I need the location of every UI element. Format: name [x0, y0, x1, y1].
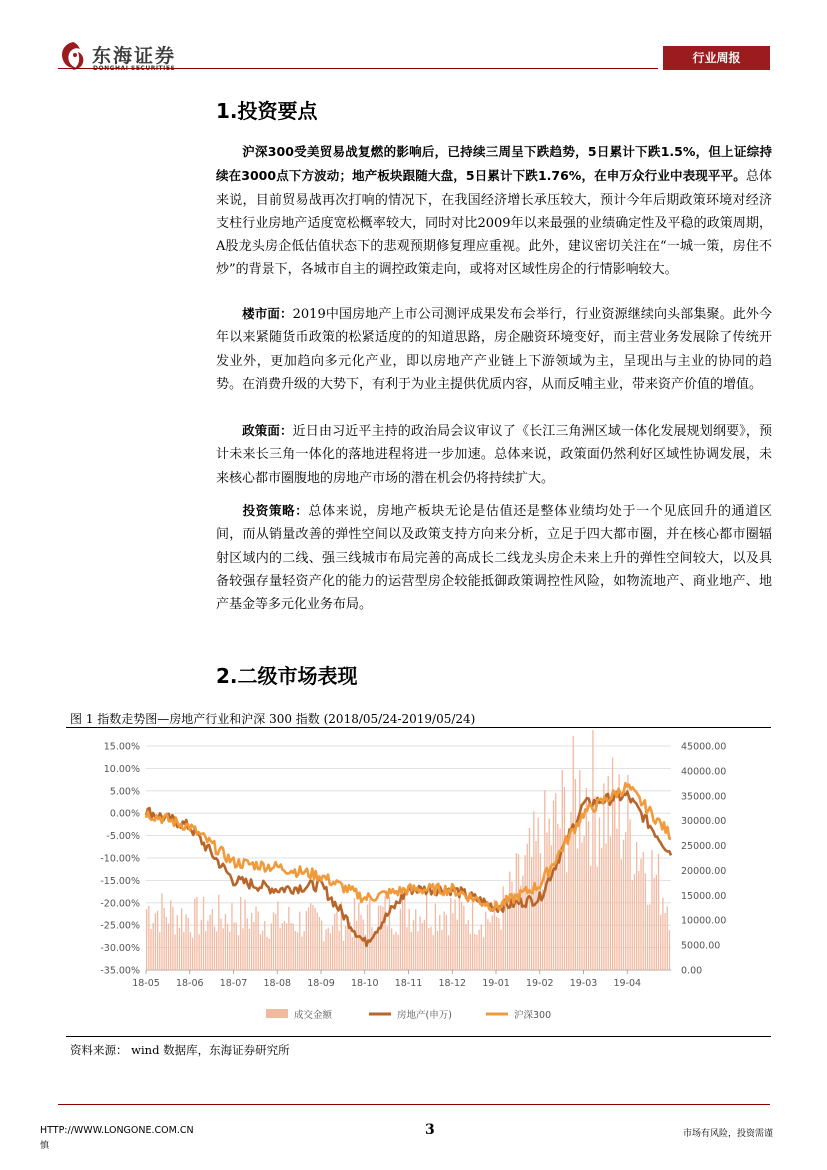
volume-bar	[244, 900, 245, 970]
housing-market-text: 2019中国房地产上市公司测评成果发布会举行，行业资源继续向头部集聚。此外今年以来紧随货币政策的松紧适度的的知道思路，房企融资环境变好，而主营业务发展除了传统开发业外，更加趋向多元化产业，即以房地产产业链上下游领域为主，呈现出与主业的协同的趋势。在消费升级的大势下，有利于为业主提供优质内容，从而反哺主业，带来资产价值的增值。	[216, 307, 772, 392]
volume-bar	[258, 912, 259, 970]
volume-bar	[667, 906, 668, 970]
x-axis-tick-label: 19-01	[482, 978, 510, 989]
right-axis-tick-label: 20000.00	[681, 865, 727, 877]
volume-bar	[415, 909, 416, 970]
volume-bar	[356, 921, 357, 970]
volume-bar	[411, 932, 412, 970]
volume-bar	[363, 920, 364, 970]
volume-bar	[444, 912, 445, 970]
volume-bar	[334, 914, 335, 970]
x-axis-tick-label: 19-04	[613, 978, 642, 989]
volume-bar	[330, 933, 331, 970]
x-axis-tick-label: 18-08	[263, 978, 292, 989]
volume-bar	[301, 937, 302, 970]
right-axis-tick-label: 15000.00	[681, 890, 727, 902]
volume-bar	[166, 917, 167, 970]
volume-bar	[546, 832, 547, 970]
data-source: 资料来源： wind 数据库，东海证券研究所	[70, 1043, 290, 1057]
header-divider	[58, 68, 658, 69]
volume-bar	[614, 800, 615, 970]
paragraph-strategy	[216, 499, 772, 616]
volume-bar	[459, 891, 460, 970]
volume-bar	[531, 857, 532, 970]
volume-bar	[393, 934, 394, 970]
chart-legend	[266, 1009, 551, 1021]
volume-bar	[402, 893, 403, 970]
volume-bar	[649, 904, 650, 970]
volume-bar	[562, 770, 563, 970]
volume-bar	[209, 915, 210, 970]
left-axis-tick-label: -20.00%	[100, 898, 140, 910]
volume-bar	[382, 907, 383, 970]
volume-bar	[284, 921, 285, 970]
volume-bar	[417, 931, 418, 970]
volume-bar	[367, 905, 368, 970]
volume-bar	[174, 934, 175, 970]
policy-text: 近日由习近平主持的政治局会议审议了《长江三角洲区域一体化发展规划纲要》，预计未来长三角一体化的落地进程将进一步加速。总体来说，政策面仍然利好区域性协调发展，未来核心都市圈腹地的房地产市场的潜在机会仍将持续扩大。	[216, 424, 772, 486]
index-trend-chart	[66, 730, 771, 1035]
paragraph-summary	[216, 140, 772, 282]
volume-bar	[229, 932, 230, 970]
volume-bar	[509, 872, 510, 970]
volume-bar	[643, 852, 644, 970]
volume-bar	[575, 779, 576, 970]
volume-bar	[544, 790, 545, 970]
volume-bar	[249, 929, 250, 970]
report-type-badge: 行业周报	[663, 46, 770, 70]
volume-bar	[470, 934, 471, 970]
volume-bar	[218, 895, 219, 970]
volume-bar	[190, 932, 191, 970]
volume-bar	[553, 800, 554, 970]
volume-bar	[616, 829, 617, 970]
volume-bar	[266, 937, 267, 970]
volume-bar	[579, 770, 580, 970]
volume-bar	[290, 923, 291, 970]
volume-bar	[277, 901, 278, 970]
volume-bar	[457, 920, 458, 970]
volume-bar	[360, 915, 361, 970]
volume-bar	[516, 853, 517, 970]
volume-bar	[524, 855, 525, 970]
volume-bar	[461, 902, 462, 970]
volume-bar	[321, 921, 322, 970]
volume-bar	[507, 900, 508, 970]
volume-bar	[168, 924, 169, 970]
volume-bar	[225, 914, 226, 970]
volume-bar	[271, 923, 272, 970]
volume-bar	[437, 931, 438, 970]
figure-top-rule	[66, 727, 771, 728]
volume-bar	[549, 818, 550, 970]
x-axis-tick-label: 18-10	[350, 978, 379, 989]
volume-bar	[485, 912, 486, 970]
volume-bar	[597, 867, 598, 970]
footer-divider	[58, 1104, 770, 1105]
volume-bar	[621, 859, 622, 970]
volume-bar	[645, 874, 646, 970]
volume-bar	[164, 908, 165, 970]
x-axis-tick-label: 18-06	[175, 978, 204, 989]
volume-bar	[428, 928, 429, 970]
volume-bar	[487, 919, 488, 970]
volume-bar	[380, 905, 381, 970]
x-axis-tick-label: 18-07	[219, 978, 248, 989]
volume-bar	[214, 927, 215, 970]
volume-bar	[201, 920, 202, 970]
left-axis-ticks	[100, 742, 140, 977]
volume-bar	[317, 913, 318, 970]
legend-label: 沪深300	[514, 1010, 552, 1021]
footer-disclaimer: 市场有风险，投资需谨	[683, 1129, 774, 1139]
volume-bar	[253, 922, 254, 970]
volume-bar	[555, 793, 556, 970]
volume-bar	[255, 907, 256, 970]
left-axis-tick-label: -10.00%	[100, 853, 140, 865]
volume-bar	[498, 918, 499, 970]
volume-bar	[220, 919, 221, 970]
section-1-title: 1.投资要点	[216, 99, 318, 123]
volume-bar	[172, 907, 173, 970]
volume-bar	[623, 840, 624, 970]
volume-bar	[196, 897, 197, 970]
x-axis-tick-label: 18-12	[438, 978, 467, 989]
housing-market-label: 楼市面：	[242, 306, 293, 321]
volume-bar	[376, 931, 377, 970]
volume-bar	[207, 921, 208, 970]
volume-bar	[188, 918, 189, 970]
volume-bar	[185, 914, 186, 970]
volume-bar	[448, 935, 449, 970]
volume-bar	[654, 878, 655, 970]
volume-bar	[279, 928, 280, 970]
volume-bar	[406, 927, 407, 970]
volume-bar	[157, 911, 158, 970]
volume-bar	[557, 824, 558, 970]
figure-caption: 图 1 指数走势图—房地产行业和沪深 300 指数 (2018/05/24-2019/05/24)	[70, 712, 476, 726]
policy-label: 政策面：	[242, 423, 293, 438]
volume-bar	[343, 941, 344, 970]
left-axis-tick-label: -30.00%	[100, 943, 140, 955]
volume-bar	[669, 930, 670, 970]
volume-bar	[192, 938, 193, 970]
legend-label: 成交金额	[294, 1010, 333, 1021]
volume-bar	[446, 915, 447, 970]
volume-bar	[503, 886, 504, 970]
left-axis-tick-label: -5.00%	[106, 831, 140, 843]
volume-bar	[454, 899, 455, 970]
volume-bar	[409, 909, 410, 970]
x-axis-ticks	[132, 970, 641, 989]
volume-bar	[314, 908, 315, 970]
volume-bar	[323, 942, 324, 970]
volume-bar	[216, 931, 217, 970]
page-number: 3	[425, 1122, 435, 1138]
volume-bar	[384, 896, 385, 970]
logo-chinese-name: 东海证券	[92, 45, 177, 67]
volume-bar	[170, 900, 171, 970]
volume-bar	[540, 853, 541, 970]
volume-bar	[419, 917, 420, 970]
volume-bar	[199, 934, 200, 970]
volume-bar	[433, 935, 434, 970]
volume-bar	[325, 929, 326, 970]
volume-bar	[465, 924, 466, 970]
volume-bar	[627, 775, 628, 970]
volume-bar	[304, 931, 305, 970]
volume-bar	[306, 911, 307, 970]
volume-bar	[629, 819, 630, 970]
volume-bar	[159, 932, 160, 970]
left-axis-tick-label: 5.00%	[109, 786, 140, 798]
volume-bar	[634, 874, 635, 970]
volume-bar	[664, 913, 665, 970]
volume-bar	[463, 906, 464, 970]
volume-bar	[481, 924, 482, 970]
right-axis-tick-label: 40000.00	[681, 766, 727, 778]
paragraph-housing-market	[216, 302, 772, 396]
volume-bar	[468, 920, 469, 970]
volume-bar	[371, 927, 372, 970]
volume-bar	[472, 896, 473, 970]
volume-bar	[387, 926, 388, 970]
volume-bar	[601, 848, 602, 970]
volume-bar	[288, 907, 289, 970]
volume-bar	[260, 934, 261, 970]
volume-bar	[422, 923, 423, 970]
right-axis-tick-label: 35000.00	[681, 791, 727, 803]
summary-bold-text: 沪深300受美贸易战复燃的影响后，已持续三周呈下跌趋势，5日累计下跌1.5%，但上证综持续在3000点下方波动；地产板块跟随大盘，5日累计下跌1.76%，在申万众行业中表现平平。	[216, 144, 772, 184]
volume-bar	[282, 923, 283, 970]
volume-bar	[236, 923, 237, 970]
volume-bar	[179, 928, 180, 970]
volume-bar	[430, 927, 431, 970]
volume-bar	[474, 934, 475, 970]
legend-swatch-volume	[266, 1009, 288, 1018]
volume-bar	[262, 931, 263, 970]
volume-bar	[426, 895, 427, 970]
volume-bar	[625, 832, 626, 970]
right-axis-ticks	[681, 742, 726, 977]
volume-bar	[566, 872, 567, 970]
volume-bar	[391, 928, 392, 970]
volume-bar	[450, 898, 451, 970]
legend-label: 房地产(申万)	[397, 1010, 452, 1021]
volume-bar	[194, 898, 195, 970]
volume-bar	[619, 774, 620, 970]
right-axis-tick-label: 25000.00	[681, 841, 727, 853]
volume-bar	[183, 932, 184, 970]
volume-bar	[424, 920, 425, 970]
section-2-title: 2.二级市场表现	[216, 664, 358, 688]
volume-bar	[660, 915, 661, 970]
volume-bar	[640, 859, 641, 970]
volume-bar	[319, 917, 320, 970]
volume-bar	[234, 922, 235, 970]
volume-bar	[568, 828, 569, 970]
volume-bar	[592, 730, 593, 970]
volume-bar	[374, 938, 375, 970]
volume-bar	[297, 932, 298, 970]
volume-bar	[251, 913, 252, 970]
volume-bar	[647, 905, 648, 970]
volume-bar	[146, 909, 147, 970]
volume-bar	[369, 899, 370, 970]
figure-bottom-rule	[66, 1036, 771, 1037]
volume-bar	[378, 906, 379, 970]
footer-disclaimer-tail: 慎	[40, 1141, 50, 1151]
volume-bar	[231, 903, 232, 970]
volume-bar	[656, 875, 657, 970]
volume-bar	[662, 898, 663, 970]
volume-bar	[345, 926, 346, 970]
volume-bar	[435, 904, 436, 970]
volume-bar	[496, 917, 497, 970]
volume-bar	[153, 923, 154, 970]
volume-bar	[155, 913, 156, 970]
volume-bar	[269, 939, 270, 970]
summary-text: 总体来说，目前贸易战再次打响的情况下，在我国经济增长承压较大，预计今年后期政策环境对经济支柱行业房地产适度宽松概率较大，同时对比2009年以来最强的业绩确定性及平稳的政策周期，A股龙头房企低估值状态下的悲观预期修复理应重视。此外，建议密切关注在“一城一策，房住不炒”的背景下，各城市自主的调控政策走向，或将对区域性房企的行情影响较大。	[216, 169, 772, 278]
volume-bar	[594, 796, 595, 970]
right-axis-tick-label: 30000.00	[681, 816, 727, 828]
volume-bar	[223, 928, 224, 970]
volume-bar	[238, 935, 239, 970]
company-logo	[58, 40, 208, 80]
right-axis-tick-label: 45000.00	[681, 741, 727, 753]
left-axis-tick-label: 10.00%	[103, 763, 140, 775]
volume-bar	[590, 866, 591, 970]
volume-bar	[564, 787, 565, 970]
volume-bar	[352, 937, 353, 970]
strategy-label: 投资策略：	[242, 503, 309, 518]
volume-bar	[308, 908, 309, 970]
volume-bar	[584, 836, 585, 970]
volume-bar	[632, 880, 633, 970]
volume-bar	[651, 850, 652, 970]
volume-bar	[264, 921, 265, 970]
strategy-text: 总体来说，房地产板块无论是估值还是整体业绩均处于一个见底回升的通道区间，而从销量改善的弹性空间以及政策支持方向来分析，立足于四大都市圈，并在核心都市圈辐射区域内的二线、强三线城市布局完善的高成长二线龙头房企未来上升的弹性空间较大，以及具备较强存量轻资产化的能力的运营型房企较能抵御政策调控性风险，如物流地产、商业地产、地产基金等多元化业务布局。	[216, 504, 772, 613]
x-axis-tick-label: 18-11	[394, 978, 423, 989]
volume-bar	[581, 842, 582, 970]
left-axis-tick-label: -15.00%	[100, 875, 140, 887]
right-axis-tick-label: 0.00	[681, 965, 703, 977]
volume-bar	[588, 821, 589, 970]
volume-bar	[586, 788, 587, 970]
volume-bar	[573, 736, 574, 970]
volume-bar	[273, 912, 274, 970]
volume-bar	[177, 915, 178, 970]
footer-url: HTTP://WWW.LONGONE.COM.CN	[40, 1125, 194, 1136]
volume-bar	[161, 893, 162, 970]
right-axis-tick-label: 10000.00	[681, 915, 727, 927]
volume-bar	[310, 903, 311, 970]
volume-bar	[286, 923, 287, 970]
volume-bar	[181, 908, 182, 970]
volume-bar	[203, 897, 204, 970]
volume-bar	[312, 905, 313, 970]
volume-bar	[610, 836, 611, 970]
volume-bar	[150, 929, 151, 970]
volume-bar	[605, 844, 606, 970]
volume-bar	[518, 854, 519, 970]
volume-bar	[500, 930, 501, 970]
volume-bar	[441, 930, 442, 970]
volume-bar	[240, 897, 241, 970]
volume-bar	[400, 909, 401, 970]
right-axis-tick-label: 5000.00	[681, 940, 721, 952]
volume-bar	[476, 935, 477, 970]
x-axis-tick-label: 19-03	[569, 978, 598, 989]
volume-bar	[658, 854, 659, 970]
volume-bar	[398, 935, 399, 970]
volume-bar	[413, 920, 414, 970]
volume-bar	[242, 928, 243, 970]
x-axis-tick-label: 19-02	[525, 978, 554, 989]
x-axis-tick-label: 18-05	[132, 978, 160, 989]
volume-bar	[439, 915, 440, 970]
volume-bar	[275, 914, 276, 970]
volume-bar	[293, 924, 294, 970]
volume-bar	[336, 911, 337, 970]
volume-bar	[227, 924, 228, 970]
volume-bar	[483, 937, 484, 970]
left-axis-tick-label: 15.00%	[103, 741, 140, 753]
volume-bar	[404, 892, 405, 970]
volume-bar	[603, 783, 604, 970]
volume-bar	[395, 932, 396, 970]
volume-bar	[638, 871, 639, 970]
volume-bar	[328, 928, 329, 970]
left-axis-tick-label: -35.00%	[100, 965, 140, 977]
volume-bar	[247, 918, 248, 970]
volume-bar	[212, 909, 213, 970]
volume-bar	[452, 913, 453, 970]
volume-bar	[205, 931, 206, 970]
x-axis-tick-label: 18-09	[307, 978, 335, 989]
left-axis-tick-label: -25.00%	[100, 920, 140, 932]
volume-bar	[636, 842, 637, 970]
left-axis-tick-label: 0.00%	[109, 808, 140, 820]
volume-bar	[332, 926, 333, 970]
volume-bar	[489, 922, 490, 970]
volume-bar	[148, 906, 149, 970]
volume-bar	[492, 916, 493, 970]
volume-bar	[599, 818, 600, 970]
volume-bar	[479, 930, 480, 970]
volume-bar	[299, 912, 300, 970]
volume-bar	[577, 849, 578, 970]
volume-bar	[295, 931, 296, 970]
volume-bar	[339, 930, 340, 970]
paragraph-policy	[216, 419, 772, 490]
